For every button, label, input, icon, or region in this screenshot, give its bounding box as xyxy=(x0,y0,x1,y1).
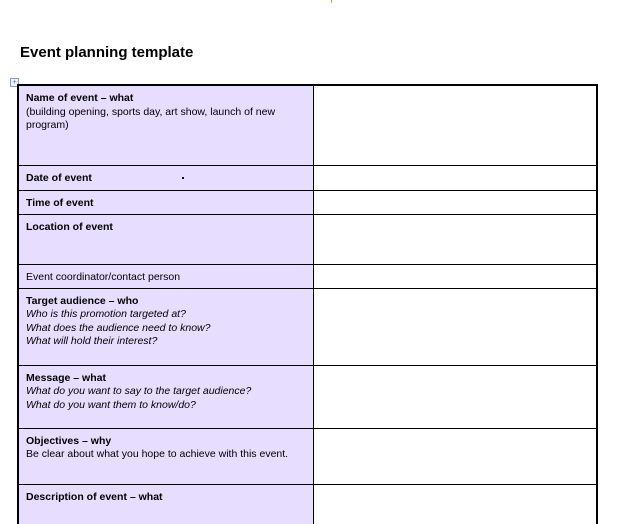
row-detail: Be clear about what you hope to achieve with this event. xyxy=(26,448,289,460)
row-heading: Date of event xyxy=(26,171,92,184)
value-cell-description[interactable] xyxy=(314,484,598,524)
move-icon[interactable]: + xyxy=(10,78,19,87)
row-heading: Name of event – what xyxy=(26,92,134,104)
row-heading: Message – what xyxy=(26,371,106,384)
table-row xyxy=(18,288,597,365)
label-cell-audience xyxy=(18,288,314,365)
value-cell-coordinator[interactable] xyxy=(314,264,598,288)
table-row xyxy=(18,428,597,484)
label-cell-coordinator xyxy=(18,264,314,288)
prompt-line: Who is this promotion targeted at? xyxy=(26,308,186,320)
prompt-line: What will hold their interest? xyxy=(26,335,158,347)
row-heading: Target audience – who xyxy=(26,294,139,307)
table-row xyxy=(18,365,597,428)
label-cell-location xyxy=(18,214,314,264)
row-heading: Description of event – what xyxy=(26,490,163,503)
table-row xyxy=(18,484,597,524)
table-row xyxy=(18,264,597,288)
value-cell-name[interactable] xyxy=(314,85,598,165)
label-cell-time xyxy=(18,190,314,214)
label-cell-message xyxy=(18,365,314,428)
table-row xyxy=(18,190,597,214)
prompt-line: What do you want to say to the target audience? xyxy=(26,385,252,397)
table-row xyxy=(18,165,597,190)
label-cell-name xyxy=(18,85,314,165)
value-cell-audience[interactable] xyxy=(314,288,598,365)
stray-mark xyxy=(331,0,332,3)
row-detail: (building opening, sports day, art show, launch of new program) xyxy=(26,105,276,131)
label-cell-objectives xyxy=(18,428,314,484)
value-cell-date[interactable] xyxy=(314,165,598,190)
table-row xyxy=(18,214,597,264)
value-cell-time[interactable] xyxy=(314,190,598,214)
page-title: Event planning template xyxy=(20,44,194,61)
table-row xyxy=(18,85,597,165)
row-heading: Location of event xyxy=(26,220,113,233)
row-heading: Event coordinator/contact person xyxy=(26,270,181,283)
row-heading: Objectives – why xyxy=(26,434,112,447)
label-cell-date xyxy=(18,165,314,190)
event-form-table xyxy=(17,84,598,524)
label-cell-description xyxy=(18,484,314,524)
value-cell-message[interactable] xyxy=(314,365,598,428)
value-cell-objectives[interactable] xyxy=(314,428,598,484)
value-cell-location[interactable] xyxy=(314,214,598,264)
prompt-line: What does the audience need to know? xyxy=(26,321,211,334)
stray-dot xyxy=(182,177,184,179)
row-heading: Time of event xyxy=(26,196,94,209)
prompt-line: What do you want them to know/do? xyxy=(26,398,196,411)
